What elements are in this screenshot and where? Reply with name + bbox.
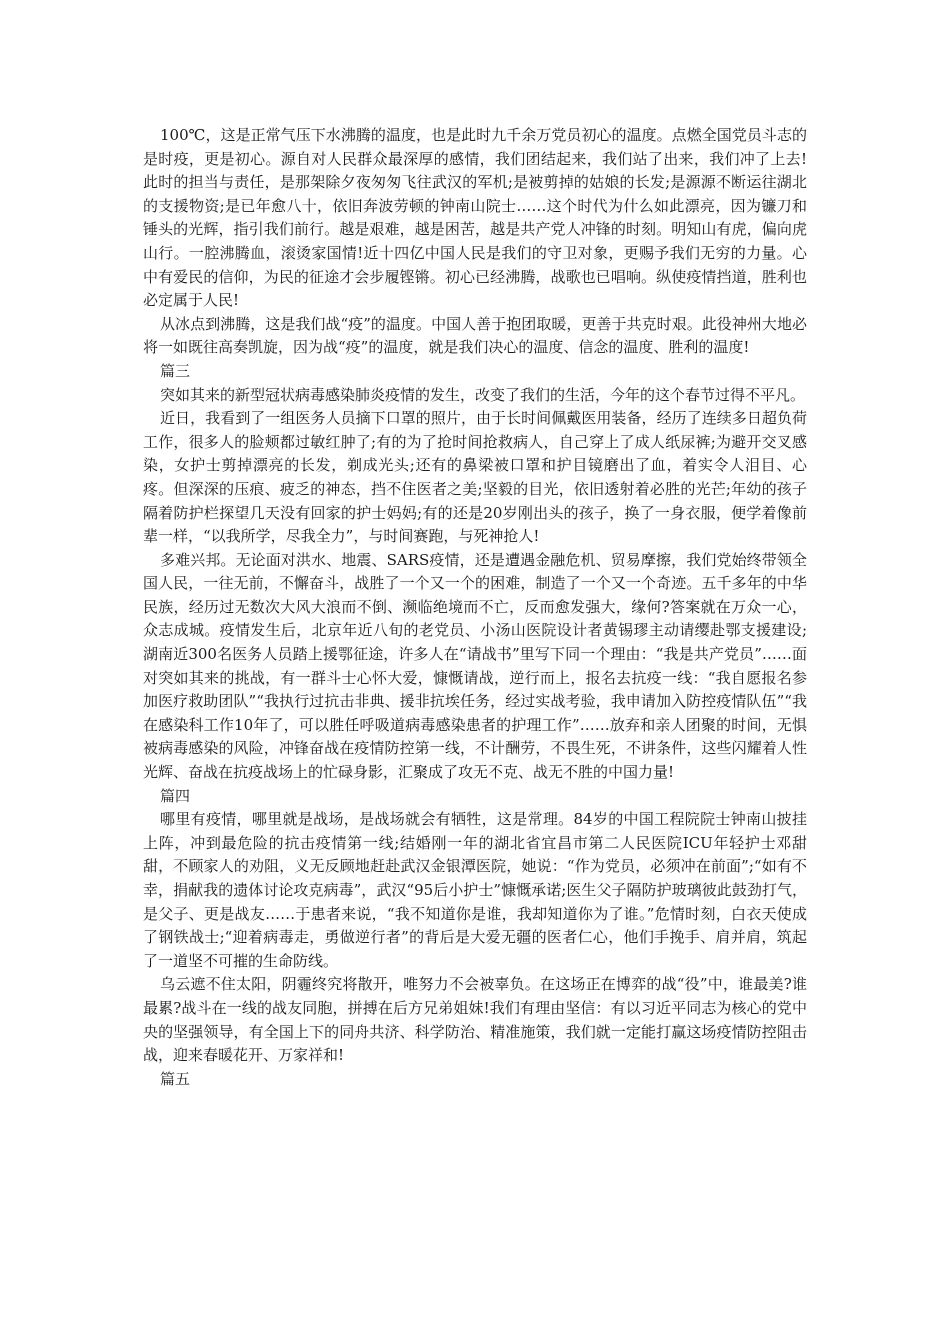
paragraph: 100℃，这是正常气压下水沸腾的温度，也是此时九千余万党员初心的温度。点燃全国党员斗志的是时疫，更是初心。源自对人民群众最深厚的感情，我们团结起来，我们站了出来，我们冲了上去!此时的担当与责任，是那架除夕夜匆匆飞往武汉的军机;是被剪掉的姑娘的长发;是源源不断运往湖北的支援物资;是已年愈八十，依旧奔波劳顿的钟南山院士……这个时代为什么如此漂亮，因为镰刀和锤头的光辉，指引我们前行。越是艰难，越是困苦，越是共产党人冲锋的时刻。明知山有虎，偏向虎山行。一腔沸腾血，滚烫家国情!近十四亿中国人民是我们的守卫对象，更赐予我们无穷的力量。心中有爱民的信仰，为民的征途才会步履铿锵。初心已经沸腾，战歌也已唱响。纵使疫情挡道，胜利也必定属于人民!	[143, 126, 807, 310]
section-heading: 篇四	[160, 786, 191, 805]
paragraph: 突如其来的新型冠状病毒感染肺炎疫情的发生，改变了我们的生活，今年的这个春节过得不平凡。	[160, 385, 806, 404]
paragraph: 多难兴邦。无论面对洪水、地震、SARS疫情，还是遭遇金融危机、贸易摩擦，我们党始终带领全国人民，一往无前，不懈奋斗，战胜了一个又一个的困难，制造了一个又一个奇迹。五千多年的中华民族，经历过无数次大风大浪而不倒、濒临绝境而不亡，反而愈发强大，缘何?答案就在万众一心，众志成城。疫情发生后，北京年近八旬的老党员、小汤山医院设计者黄锡璆主动请缨赴鄂支援建设;湖南近300名医务人员踏上援鄂征途，许多人在“请战书”里写下同一个理由：“我是共产党员”……面对突如其来的挑战，有一群斗士心怀大爱，慷慨请战，逆行而上，报名去抗疫一线：“我自愿报名参加医疗救助团队”“我执行过抗击非典、援非抗埃任务，经过实战考验，我申请加入防控疫情队伍”“我在感染科工作10年了，可以胜任呼吸道病毒感染患者的护理工作”……放弃和亲人团聚的时间，无惧被病毒感染的风险，冲锋奋战在疫情防控第一线，不计酬劳，不畏生死，不讲条件，这些闪耀着人性光辉、奋战在抗疫战场上的忙碌身影，汇聚成了攻无不克、战无不胜的中国力量!	[143, 550, 807, 782]
section-heading: 篇三	[160, 361, 191, 380]
paragraph: 哪里有疫情，哪里就是战场，是战场就会有牺牲，这是常理。84岁的中国工程院院士钟南山披挂上阵，冲到最危险的抗击疫情第一线;结婚刚一年的湖北省宜昌市第二人民医院ICU年轻护士邓甜甜，不顾家人的劝阻，义无反顾地赶赴武汉金银潭医院，她说：“作为党员，必须冲在前面”;“如有不幸，捐献我的遗体讨论攻克病毒”，武汉“95后小护士”慷慨承诺;医生父子隔防护玻璃彼此鼓劲打气，是父子、更是战友……于患者来说，“我不知道你是谁，我却知道你为了谁。”危情时刻，白衣天使成了钢铁战士;“迎着病毒走，勇做逆行者”的背后是大爱无疆的医者仁心，他们手挽手、肩并肩，筑起了一道坚不可摧的生命防线。	[143, 810, 807, 970]
section-heading: 篇五	[160, 1069, 191, 1088]
paragraph: 从冰点到沸腾，这是我们战“疫”的温度。中国人善于抱团取暖，更善于共克时艰。此役神州大地必将一如既往高奏凯旋，因为战“疫”的温度，就是我们决心的温度、信念的温度、胜利的温度!	[143, 314, 807, 357]
document-body	[143, 124, 807, 1091]
paragraph: 乌云遮不住太阳，阴霾终究将散开，唯努力不会被辜负。在这场正在博弈的战“役”中，谁最美?谁最累?战斗在一线的战友同胞，拼搏在后方兄弟姐妹!我们有理由坚信：有以习近平同志为核心的党中央的坚强领导，有全国上下的同舟共济、科学防治、精准施策，我们就一定能打赢这场疫情防控阻击战，迎来春暖花开、万家祥和!	[143, 975, 807, 1065]
paragraph: 近日，我看到了一组医务人员摘下口罩的照片，由于长时间佩戴医用装备，经历了连续多日超负荷工作，很多人的脸颊都过敏红肿了;有的为了抢时间抢救病人，自己穿上了成人纸尿裤;为避开交叉感染，女护士剪掉漂亮的长发，剃成光头;还有的鼻梁被口罩和护目镜磨出了血，着实令人泪目、心疼。但深深的压痕、疲乏的神态，挡不住医者之美;坚毅的目光，依旧透射着必胜的光芒;年幼的孩子隔着防护栏探望几天没有回家的护士妈妈;有的还是20岁刚出头的孩子，换了一身衣服，便学着像前辈一样，“以我所学，尽我全力”，与时间赛跑，与死神抢人!	[143, 409, 807, 546]
